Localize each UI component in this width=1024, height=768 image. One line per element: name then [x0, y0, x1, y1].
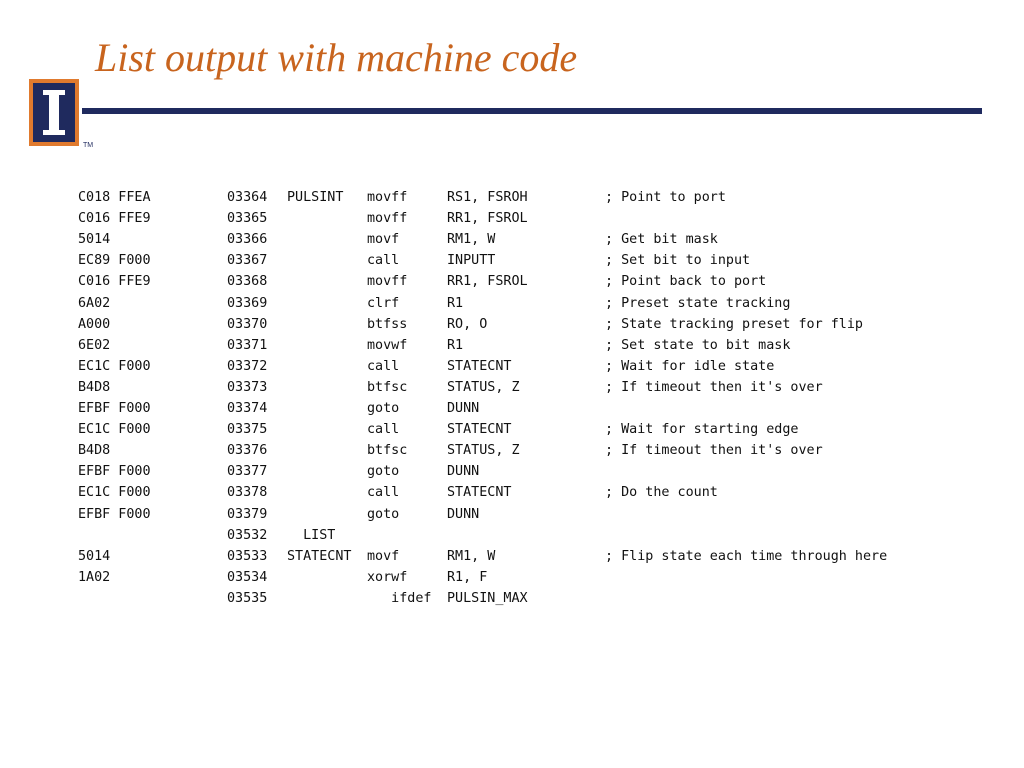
trademark-mark: TM	[83, 142, 94, 149]
instruction-operands: RO, O	[447, 316, 488, 332]
listing-row	[78, 546, 978, 567]
instruction-mnemonic: btfss	[367, 316, 408, 332]
title-underline-bar	[82, 108, 982, 114]
instruction-mnemonic: movf	[367, 548, 400, 564]
listing-row	[78, 482, 978, 503]
line-number: 03370	[227, 316, 268, 332]
line-number: 03364	[227, 190, 268, 205]
line-number: 03374	[227, 401, 268, 416]
source-comment: ; If timeout then it's over	[605, 379, 823, 395]
instruction-operands: RM1, W	[447, 232, 496, 248]
instruction-mnemonic: btfsc	[367, 379, 408, 395]
instruction-operands: DUNN	[447, 506, 480, 522]
machine-code: C018 FFEA	[78, 190, 151, 205]
machine-code: EC1C F000	[78, 422, 151, 438]
machine-code: EFBF F000	[78, 401, 151, 416]
listing-row	[78, 208, 978, 229]
source-comment: ; Preset state tracking	[605, 295, 791, 311]
source-comment: ; Get bit mask	[605, 232, 718, 248]
listing-row	[78, 419, 978, 440]
instruction-mnemonic: call	[367, 422, 400, 438]
assembly-listing	[78, 187, 978, 617]
instruction-mnemonic: call	[367, 253, 400, 269]
listing-row	[78, 440, 978, 461]
instruction-operands: RS1, FSROH	[447, 190, 528, 205]
listing-row	[78, 271, 978, 292]
instruction-mnemonic: goto	[367, 401, 400, 416]
machine-code: 5014	[78, 548, 111, 564]
instruction-mnemonic: clrf	[367, 295, 400, 311]
source-comment: ; Point back to port	[605, 274, 767, 290]
line-number: 03369	[227, 295, 268, 311]
listing-row	[78, 314, 978, 335]
instruction-operands: R1, F	[447, 569, 488, 585]
slide-title: List output with machine code	[95, 35, 578, 80]
machine-code: EC89 F000	[78, 253, 151, 269]
instruction-operands: PULSIN_MAX	[447, 590, 528, 606]
line-number: 03532	[227, 527, 268, 543]
instruction-operands: INPUTT	[447, 253, 496, 269]
instruction-operands: DUNN	[447, 401, 480, 416]
source-comment: ; State tracking preset for flip	[605, 316, 863, 332]
line-number: 03365	[227, 211, 268, 227]
instruction-mnemonic: movwf	[367, 337, 408, 353]
listing-row	[78, 567, 978, 588]
line-number: 03533	[227, 548, 268, 564]
instruction-operands: RR1, FSROL	[447, 211, 528, 227]
machine-code: C016 FFE9	[78, 211, 151, 227]
instruction-mnemonic: movff	[367, 190, 408, 205]
listing-row	[78, 229, 978, 250]
line-number: 03367	[227, 253, 268, 269]
machine-code: A000	[78, 316, 111, 332]
instruction-mnemonic: goto	[367, 506, 400, 522]
listing-row	[78, 461, 978, 482]
instruction-operands: STATUS, Z	[447, 379, 520, 395]
instruction-operands: RR1, FSROL	[447, 274, 528, 290]
source-label: PULSINT	[287, 190, 344, 205]
machine-code: EFBF F000	[78, 464, 151, 480]
logo-letter: I	[53, 119, 55, 120]
listing-row	[78, 335, 978, 356]
listing-row	[78, 588, 978, 609]
listing-row	[78, 293, 978, 314]
line-number: 03376	[227, 443, 268, 459]
instruction-operands: RM1, W	[447, 548, 496, 564]
listing-row	[78, 187, 978, 208]
instruction-mnemonic: ifdef	[367, 590, 432, 606]
machine-code: 5014	[78, 232, 111, 248]
instruction-mnemonic: call	[367, 485, 400, 501]
machine-code: 6A02	[78, 295, 111, 311]
instruction-mnemonic: goto	[367, 464, 400, 480]
machine-code: B4D8	[78, 379, 111, 395]
line-number: 03375	[227, 422, 268, 438]
machine-code: 6E02	[78, 337, 111, 353]
source-comment: ; Wait for idle state	[605, 358, 775, 374]
line-number: 03366	[227, 232, 268, 248]
machine-code: EFBF F000	[78, 506, 151, 522]
line-number: 03378	[227, 485, 268, 501]
instruction-operands: R1	[447, 295, 464, 311]
listing-row	[78, 525, 978, 546]
line-number: 03373	[227, 379, 268, 395]
instruction-operands: STATECNT	[447, 422, 512, 438]
instruction-operands: STATECNT	[447, 485, 512, 501]
listing-row	[78, 504, 978, 525]
instruction-operands: R1	[447, 337, 464, 353]
machine-code: EC1C F000	[78, 485, 151, 501]
line-number: 03371	[227, 337, 268, 353]
machine-code: B4D8	[78, 443, 111, 459]
instruction-mnemonic: movf	[367, 232, 400, 248]
machine-code: C016 FFE9	[78, 274, 151, 290]
instruction-mnemonic: call	[367, 358, 400, 374]
source-comment: ; Wait for starting edge	[605, 422, 799, 438]
source-comment: ; Do the count	[605, 485, 718, 501]
source-comment: ; Point to port	[605, 190, 726, 205]
listing-row	[78, 398, 978, 419]
instruction-operands: STATECNT	[447, 358, 512, 374]
university-i-logo	[29, 79, 79, 146]
line-number: 03535	[227, 590, 268, 606]
machine-code: 1A02	[78, 569, 111, 585]
machine-code: EC1C F000	[78, 358, 151, 374]
source-label: STATECNT	[287, 548, 352, 564]
instruction-operands: DUNN	[447, 464, 480, 480]
instruction-operands: STATUS, Z	[447, 443, 520, 459]
instruction-mnemonic: btfsc	[367, 443, 408, 459]
line-number: 03372	[227, 358, 268, 374]
source-comment: ; Set bit to input	[605, 253, 751, 269]
source-comment: ; Set state to bit mask	[605, 337, 791, 353]
instruction-mnemonic: movff	[367, 274, 408, 290]
instruction-mnemonic: xorwf	[367, 569, 408, 585]
instruction-mnemonic: movff	[367, 211, 408, 227]
source-comment: ; Flip state each time through here	[605, 548, 888, 564]
line-number: 03534	[227, 569, 268, 585]
listing-row	[78, 250, 978, 271]
listing-row	[78, 356, 978, 377]
source-label: LIST	[287, 527, 336, 543]
listing-row	[78, 377, 978, 398]
line-number: 03379	[227, 506, 268, 522]
source-comment: ; If timeout then it's over	[605, 443, 823, 459]
line-number: 03368	[227, 274, 268, 290]
line-number: 03377	[227, 464, 268, 480]
